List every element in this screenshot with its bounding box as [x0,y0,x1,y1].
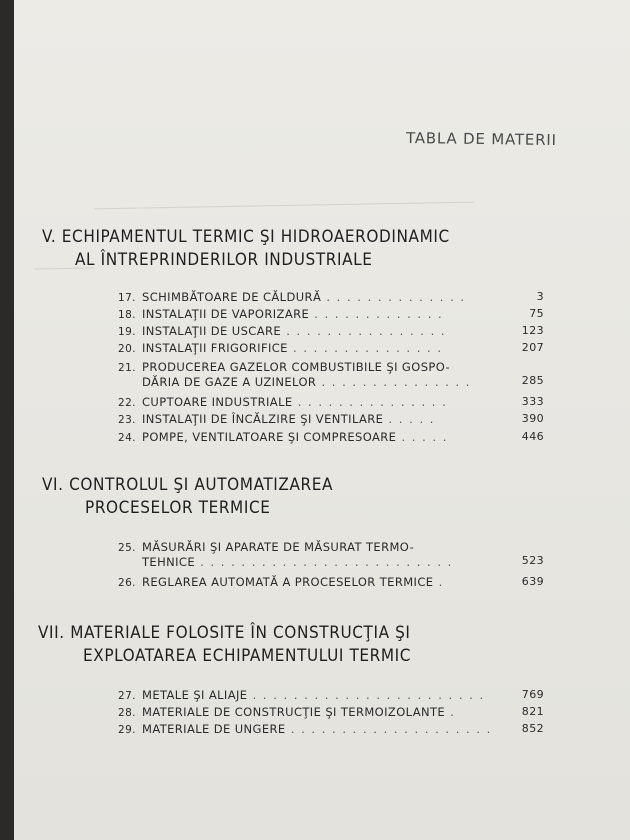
section-title-line-1: CONTROLUL ŞI AUTOMATIZAREA [69,475,334,495]
entry-number: 19. [118,326,136,338]
entry-page: 75 [529,307,544,320]
entry-page: 446 [521,430,544,443]
section-vi [42,474,582,520]
entry-number: 17. [118,292,136,304]
toc-entry[interactable]: 21. PRODUCEREA GAZELOR COMBUSTIBILE ŞI GOSPO- DĂRIA DE GAZE A UZINELOR . . . . . . . . . . . . . . . 285 [118,360,544,389]
toc-entry[interactable]: 18. INSTALAŢII DE VAPORIZARE . . . . . . . . . . . . . 75 [118,307,544,321]
section-title-line-2: EXPLOATAREA ECHIPAMENTULUI TERMIC [83,646,412,666]
entry-title-continued: DĂRIA DE GAZE A UZINELOR [142,375,317,389]
entry-number: 27. [118,690,136,702]
section-title [38,622,578,668]
entry-number: 20. [118,343,136,355]
entry-number: 24. [118,432,136,444]
section-title-line-2: PROCESELOR TERMICE [85,498,271,518]
section-title-line-1: MATERIALE FOLOSITE ÎN CONSTRUCŢIA ŞI [70,623,411,643]
toc-entry[interactable]: 28. MATERIALE DE CONSTRUCŢIE ŞI TERMOIZOLANTE . 821 [118,705,544,719]
book-page [14,0,630,840]
entry-page: 123 [521,324,544,337]
entry-number: 23. [118,414,136,426]
entry-title: SCHIMBĂTOARE DE CĂLDURĂ [142,290,322,304]
page-header: TABLA DE MATERII [405,128,557,150]
entry-page: 3 [536,290,544,303]
entry-number: 21. [118,362,136,374]
toc-entry[interactable]: 27. METALE ŞI ALIAJE . . . . . . . . . . . . . . . . . . . . . . . 769 [118,688,544,702]
entry-number: 25. [118,542,136,554]
entry-title: MATERIALE DE UNGERE [142,722,286,736]
section-title-line-1: ECHIPAMENTUL TERMIC ŞI HIDROAERODINAMIC [61,227,450,247]
section-number: VII. [38,623,65,643]
entry-title: INSTALAŢII DE ÎNCĂLZIRE ŞI VENTILARE [142,412,384,426]
toc-entry[interactable]: 22. CUPTOARE INDUSTRIALE . . . . . . . . . . . . . . . 333 [118,395,544,409]
entry-page: 852 [521,722,544,735]
entry-number: 22. [118,397,136,409]
entry-title: INSTALAŢII FRIGORIFICE [142,341,288,355]
entry-page: 769 [521,688,544,701]
toc-entry[interactable]: 29. MATERIALE DE UNGERE . . . . . . . . . . . . . . . . . . . . 852 [118,722,544,736]
entry-page: 639 [521,575,544,588]
toc-entry[interactable]: 20. INSTALAŢII FRIGORIFICE . . . . . . . . . . . . . . . 207 [118,341,544,355]
entry-page: 390 [521,412,544,425]
toc-entry[interactable]: 24. POMPE, VENTILATOARE ŞI COMPRESOARE . . . . . 446 [118,430,544,444]
section-number: VI. [42,475,64,495]
section-v [42,226,582,272]
section-number: V. [42,227,57,247]
entry-title: REGLAREA AUTOMATĂ A PROCESELOR TERMICE [142,575,434,589]
entry-page: 333 [521,395,544,408]
toc-entry[interactable]: 19. INSTALAŢII DE USCARE . . . . . . . . . . . . . . . . 123 [118,324,544,338]
section-vii [38,622,578,668]
section-title [42,474,582,520]
entry-number: 29. [118,724,136,736]
entry-number: 28. [118,707,136,719]
toc-entry[interactable]: 26. REGLAREA AUTOMATĂ A PROCESELOR TERMICE . 639 [118,575,544,589]
entry-title: CUPTOARE INDUSTRIALE [142,395,293,409]
entry-number: 18. [118,309,136,321]
entry-title: PRODUCEREA GAZELOR COMBUSTIBILE ŞI GOSPO- [142,360,451,374]
section-title [42,226,582,272]
entry-title: INSTALAŢII DE VAPORIZARE [142,307,310,321]
entry-title: METALE ŞI ALIAJE [142,688,248,702]
show-through-line [94,202,474,210]
entry-page: 821 [521,705,544,718]
toc-entry[interactable]: 25. MĂSURĂRI ŞI APARATE DE MĂSURAT TERMO- TEHNICE . . . . . . . . . . . . . . . . . . . . . . . . . 523 [118,540,544,569]
entry-title: MATERIALE DE CONSTRUCŢIE ŞI TERMOIZOLANTE [142,705,446,719]
entry-page: 207 [521,341,544,354]
entry-number: 26. [118,577,136,589]
toc-entry[interactable]: 17. SCHIMBĂTOARE DE CĂLDURĂ . . . . . . . . . . . . . . 3 [118,290,544,304]
toc-entry[interactable]: 23. INSTALAŢII DE ÎNCĂLZIRE ŞI VENTILARE . . . . . 390 [118,412,544,426]
entry-title-continued: TEHNICE [142,555,196,569]
entry-page: 523 [521,554,544,567]
entry-title: MĂSURĂRI ŞI APARATE DE MĂSURAT TERMO- [142,540,415,554]
entry-page: 285 [521,374,544,387]
entry-title: POMPE, VENTILATOARE ŞI COMPRESOARE [142,430,397,444]
entry-title: INSTALAŢII DE USCARE [142,324,282,338]
section-title-line-2: AL ÎNTREPRINDERILOR INDUSTRIALE [75,250,373,270]
